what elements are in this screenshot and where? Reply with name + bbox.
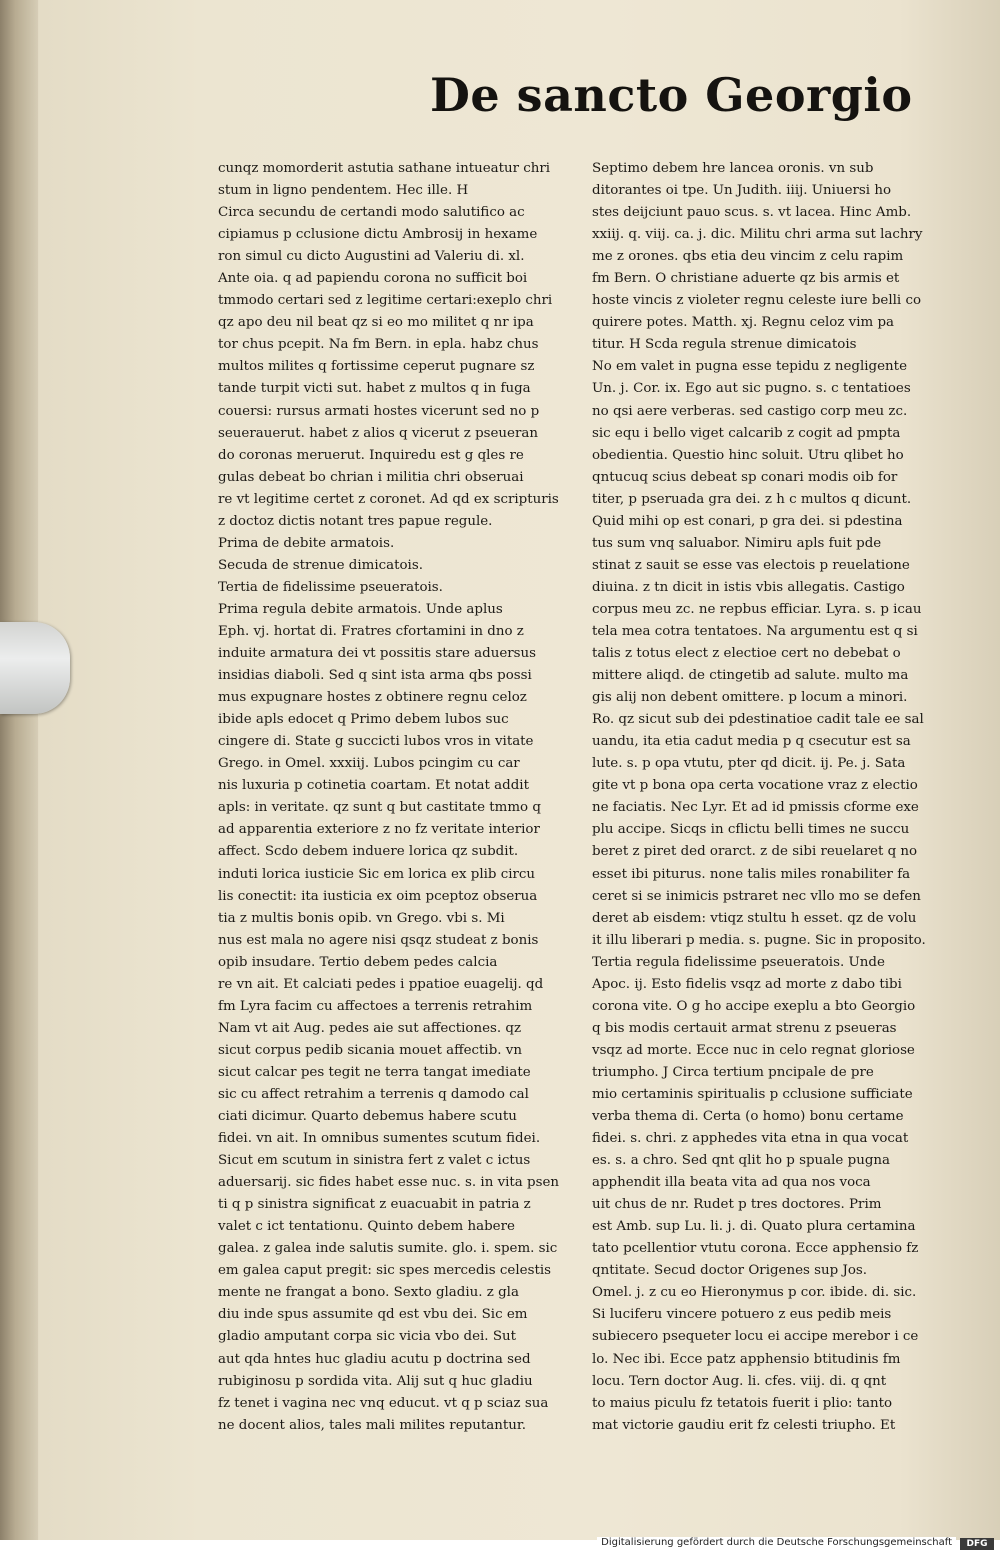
text-line: diu inde spus assumite qd est vbu dei. Sic em [218, 1307, 528, 1323]
text-line: ne faciatis. Nec Lyr. Et ad id pmissis cforme exe [592, 800, 919, 816]
text-line: z doctoz dictis notant tres papue regule. [218, 513, 493, 529]
text-line: deret ab eisdem: vtiqz stultu h esset. qz de volu [592, 910, 917, 926]
page-title: De sancto Georgio [430, 68, 913, 122]
text-line: plu accipe. Sicqs in cflictu belli times ne succu [592, 822, 910, 838]
text-line: tmmodo certari sed z legitime certari:exeplo chri [218, 293, 553, 309]
text-line: no qsi aere verberas. sed castigo corp meu zc. [592, 403, 908, 419]
text-line: fidei. vn ait. In omnibus sumentes scutum fidei. [218, 1131, 541, 1147]
text-line: valet c ict tentationu. Quinto debem habere [218, 1219, 515, 1235]
text-line: nis luxuria p cotinetia coartam. Et notat addit [218, 778, 529, 794]
text-line: Apoc. ij. Esto fidelis vsqz ad morte z dabo tibi [592, 976, 902, 992]
text-line: mittere aliqd. de ctingetib ad salute. multo ma [592, 668, 909, 684]
text-line: tus sum vnq saluabor. Nimiru apls fuit pde [592, 535, 882, 551]
left-text-column [218, 158, 590, 1433]
text-line: do coronas meruerut. Inquiredu est g qles re [218, 447, 524, 463]
text-line: em galea caput pregit: sic spes mercedis celestis [218, 1263, 551, 1279]
text-line: induti lorica iusticie Sic em lorica ex plib circu [218, 866, 536, 882]
text-line: Quid mihi op est conari, p gra dei. si pdestina [592, 513, 903, 529]
dfg-logo: DFG [960, 1538, 994, 1550]
text-line: corona vite. O g ho accipe exeplu a bto Georgio [592, 998, 916, 1014]
text-line: stes deijciunt pauo scus. s. vt lacea. Hinc Amb. [592, 205, 912, 221]
text-line: to maius piculu fz tetatois fuerit i plio: tanto [592, 1395, 893, 1411]
text-line: nus est mala no agere nisi qsqz studeat z bonis [218, 932, 539, 948]
text-line: Tertia regula fidelissime pseueratois. Unde [592, 954, 885, 970]
text-line: ne docent alios, tales mali milites reputantur. [218, 1417, 527, 1433]
text-line: cingere di. State g succicti lubos vros in vitate [218, 734, 534, 750]
text-line: re vt legitime certet z coronet. Ad qd ex scripturis [218, 491, 559, 507]
text-line: hoste vincis z violeter regnu celeste iure belli co [592, 293, 922, 309]
text-line: talis z totus elect z electioe cert no debebat o [592, 646, 901, 662]
text-line: cipiamus p cclusione dictu Ambrosij in hexame [218, 227, 538, 243]
text-line: gite vt p bona opa certa vocatione vraz z electio [592, 778, 918, 794]
text-line: titur. H Scda regula strenue dimicatois [592, 337, 857, 353]
text-line: Sicut em scutum in sinistra fert z valet c ictus [218, 1153, 531, 1169]
text-line: lute. s. p opa vtutu, pter qd dicit. ij. Pe. j. Sata [592, 756, 906, 772]
text-line: Nam vt ait Aug. pedes aie sut affectiones. qz [218, 1020, 522, 1036]
text-line: ciati dicimur. Quarto debemus habere scutu [218, 1109, 517, 1125]
text-line: xxiij. q. viij. ca. j. dic. Militu chri arma sut lachry [592, 227, 923, 243]
text-line: vsqz ad morte. Ecce nuc in celo regnat gloriose [592, 1042, 915, 1058]
text-line: quirere potes. Matth. xj. Regnu celoz vim pa [592, 315, 895, 331]
text-line: gis alij non debent omittere. p locum a minori. [592, 690, 908, 706]
text-line: Ante oia. q ad papiendu corona no sufficit boi [218, 271, 528, 287]
text-line: q bis modis certauit armat strenu z pseueras [592, 1020, 897, 1036]
text-line: stum in ligno pendentem. Hec ille. H [218, 183, 469, 199]
text-line: locu. Tern doctor Aug. li. cfes. viij. di. q qnt [592, 1373, 887, 1389]
text-line: Secuda de strenue dimicatois. [218, 557, 423, 573]
text-line: Ro. qz sicut sub dei pdestinatioe cadit tale ee sal [592, 712, 924, 728]
text-line: diuina. z tn dicit in istis vbis allegatis. Castigo [592, 579, 905, 595]
text-line: ron simul cu dicto Augustini ad Valeriu di. xl. [218, 249, 525, 265]
page-clip [0, 622, 70, 714]
text-line: tande turpit victi sut. habet z multos q in fuga [218, 381, 531, 397]
text-line: Eph. vj. hortat di. Fratres cfortamini in dno z [218, 623, 524, 639]
text-line: es. s. a chro. Sed qnt qlit ho p spuale pugna [592, 1153, 890, 1169]
text-line: tela mea cotra tentatoes. Na argumentu est q si [592, 623, 918, 639]
text-line: mat victorie gaudiu erit fz celesti triupho. Et [592, 1417, 896, 1433]
text-line: gladio amputant corpa sic vicia vbo dei. Sut [218, 1329, 516, 1345]
text-line: qz apo deu nil beat qz si eo mo militet q nr ipa [218, 315, 534, 331]
text-line: rubiginosu p sordida vita. Alij sut q huc gladiu [218, 1373, 533, 1389]
text-line: Circa secundu de certandi modo salutifico ac [218, 205, 525, 221]
text-line: cunqz momorderit astutia sathane intueatur chri [218, 161, 551, 176]
text-line: tato pcellentior vtutu corona. Ecce apphensio fz [592, 1241, 919, 1257]
text-line: ti q p sinistra significat z euacuabit in patria z [218, 1197, 531, 1213]
text-line: triumpho. J Circa tertium pncipale de pre [592, 1064, 874, 1080]
text-line: opib insudare. Tertio debem pedes calcia [218, 954, 498, 970]
text-line: Septimo debem hre lancea oronis. vn sub [592, 161, 874, 176]
book-gutter [0, 0, 38, 1540]
text-line: seuerauerut. habet z alios q vicerut z pseueran [218, 425, 538, 441]
text-line: verba thema di. Certa (o homo) bonu certame [592, 1109, 904, 1125]
text-line: tor chus pcepit. Na fm Bern. in epla. habz chus [218, 337, 539, 353]
text-line: lo. Nec ibi. Ecce patz apphensio btitudinis fm [592, 1351, 901, 1367]
text-line: insidias diaboli. Sed q sint ista arma qbs possi [218, 668, 532, 684]
text-line: lis conectit: ita iusticia ex oim pceptoz obserua [218, 888, 538, 904]
text-line: multos milites q fortissime ceperut pugnare sz [218, 359, 535, 375]
right-text-column [592, 158, 964, 1433]
text-line: ceret si se inimicis pstraret nec vllo mo se defen [592, 888, 921, 904]
text-line: qntitate. Secud doctor Origenes sup Jos. [592, 1263, 868, 1279]
text-line: induite armatura dei vt possitis stare aduersus [218, 646, 537, 662]
text-line: fidei. s. chri. z apphedes vita etna in qua vocat [592, 1131, 909, 1147]
text-line: ibide apls edocet q Primo debem lubos suc [218, 712, 509, 728]
text-line: mente ne frangat a bono. Sexto gladiu. z gla [218, 1285, 519, 1301]
text-line: corpus meu zc. ne repbus efficiar. Lyra. s. p icau [592, 601, 922, 617]
text-line: sic equ i bello viget calcarib z cogit ad pmpta [592, 425, 901, 441]
text-line: gulas debeat bo chrian i militia chri obseruai [218, 469, 524, 485]
text-line: subiecero psequeter locu ei accipe merebor i ce [592, 1329, 919, 1345]
text-line: fm Bern. O christiane aduerte qz bis armis et [592, 271, 900, 287]
text-line: me z orones. qbs etia deu vincim z celu rapim [592, 249, 904, 265]
text-line: Tertia de fidelissime pseueratois. [218, 579, 443, 595]
text-line: Omel. j. z cu eo Hieronymus p cor. ibide. di. sic. [592, 1285, 917, 1301]
text-line: mus expugnare hostes z obtinere regnu celoz [218, 690, 527, 706]
text-line: uandu, ita etia cadut media p q csecutur est sa [592, 734, 911, 750]
text-line: qntucuq scius debeat sp conari modis oib for [592, 469, 898, 485]
text-line: stinat z sauit se esse vas electois p reuelatione [592, 557, 910, 573]
text-line: aduersarij. sic fides habet esse nuc. s. in vita psen [218, 1175, 560, 1191]
text-line: fz tenet i vagina nec vnq educut. vt q p sciaz sua [218, 1395, 549, 1411]
text-line: couersi: rursus armati hostes vicerunt sed no p [218, 403, 540, 419]
text-line: No em valet in pugna esse tepidu z negligente [592, 359, 907, 375]
text-line: Prima de debite armatois. [218, 535, 395, 551]
text-line: apphendit illa beata vita ad qua nos voca [592, 1175, 871, 1191]
text-line: sicut calcar pes tegit ne terra tangat imediate [218, 1064, 531, 1080]
text-line: obedientia. Questio hinc soluit. Utru qlibet ho [592, 447, 904, 463]
text-line: apls: in veritate. qz sunt q but castitate tmmo q [218, 800, 541, 816]
text-line: fm Lyra facim cu affectoes a terrenis retrahim [218, 998, 533, 1014]
text-line: esset ibi piturus. none talis miles ronabiliter fa [592, 866, 911, 882]
text-line: Grego. in Omel. xxxiij. Lubos pcingim cu car [218, 756, 520, 772]
text-line: est Amb. sup Lu. li. j. di. Quato plura certamina [592, 1219, 916, 1235]
text-line: galea. z galea inde salutis sumite. glo. i. spem. sic [218, 1241, 558, 1257]
text-line: re vn ait. Et calciati pedes i ppatioe euagelij. qd [218, 976, 544, 992]
text-line: Prima regula debite armatois. Unde aplus [218, 601, 503, 617]
text-line: Si luciferu vincere potuero z eus pedib meis [592, 1307, 892, 1323]
text-line: sic cu affect retrahim a terrenis q damodo cal [218, 1086, 529, 1102]
text-line: ad apparentia exteriore z no fz veritate interior [218, 822, 540, 838]
text-line: ditorantes oi tpe. Un Judith. iiij. Uniuersi ho [592, 183, 892, 199]
text-line: Un. j. Cor. ix. Ego aut sic pugno. s. c tentatioes [592, 381, 911, 397]
text-line: mio certaminis spiritualis p cclusione sufficiate [592, 1086, 913, 1102]
text-line: titer, p pseruada gra dei. z h c multos q dicunt. [592, 491, 912, 507]
footer-credit: Digitalisierung gefördert durch die Deutsche Forschungsgemeinschaft [597, 1537, 956, 1548]
text-line: sicut corpus pedib sicania mouet affectib. vn [218, 1042, 522, 1058]
text-line: aut qda hntes huc gladiu acutu p doctrina sed [218, 1351, 531, 1367]
text-line: uit chus de nr. Rudet p tres doctores. Prim [592, 1197, 882, 1213]
text-line: tia z multis bonis opib. vn Grego. vbi s. Mi [218, 910, 505, 926]
text-line: affect. Scdo debem induere lorica qz subdit. [218, 844, 519, 860]
text-line: beret z piret ded orarct. z de sibi reuelaret q no [592, 844, 918, 860]
text-line: it illu liberari p media. s. pugne. Sic in proposito. [592, 932, 926, 948]
